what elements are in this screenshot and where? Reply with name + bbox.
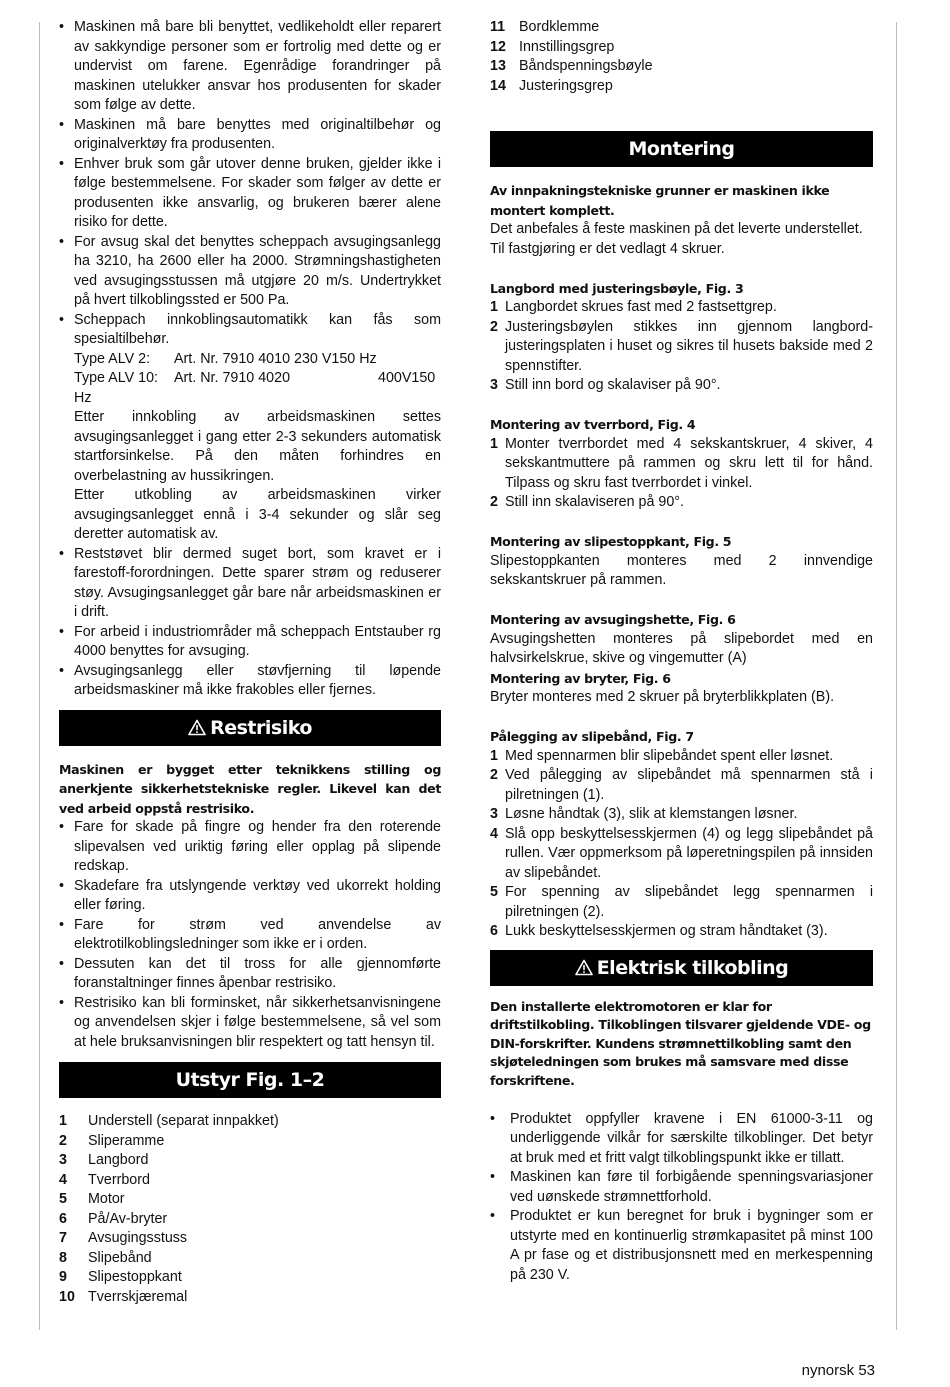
step-number: 1 xyxy=(490,299,498,315)
numbered-list xyxy=(490,435,873,513)
type-row-alv10 xyxy=(74,369,441,389)
heading-text: Utstyr Fig. 1–2 xyxy=(175,1069,325,1091)
list-item xyxy=(490,766,873,805)
item-number: 11 xyxy=(490,19,506,35)
item-text: Tverrbord xyxy=(88,1171,150,1188)
item-number: 7 xyxy=(59,1230,67,1246)
item-text: Understell (separat innpakket) xyxy=(88,1113,279,1129)
list-item xyxy=(59,1268,441,1288)
paragraph: Slipestoppkanten monteres med 2 innvendige sekskantskruer på rammen. xyxy=(490,552,873,588)
list-item xyxy=(59,1249,441,1269)
item-number: 3 xyxy=(59,1152,67,1168)
subheading: Montering av avsugingshette, Fig. 6 xyxy=(490,612,736,627)
restrisiko-bullet-list xyxy=(59,818,441,1052)
right-column xyxy=(490,18,873,1285)
scheppach-text: • Scheppach innkoblingsautomatikk kan fås som spesialtilbehør. xyxy=(74,311,441,347)
item-text: Innstillingsgrep xyxy=(519,38,615,55)
list-item: • Maskinen må bare bli benyttet, vedlikeholdt eller reparert av sakkyndige personer som er fortrolig med dette og er undervist om farene. Egenrådige forandringer på maskinen utelukker ansvar hos produsenten for skader som følge av dette. xyxy=(59,18,441,116)
type-label: Type ALV 10: xyxy=(74,370,158,386)
item-number: 13 xyxy=(490,58,506,74)
list-item xyxy=(490,18,873,38)
list-item: • Enhver bruk som går utover denne bruken, gjelder ikke i følge bestemmelsene. For skader som følger av dette er produsenten ikke ansvarlig, og brukeren bærer alene risiko for dette. xyxy=(59,155,441,233)
type-label: Type ALV 2: xyxy=(74,350,151,367)
type-value: Art. Nr. 7910 4020 xyxy=(174,370,291,386)
list-item xyxy=(490,38,873,58)
list-item xyxy=(59,1288,441,1308)
elektrisk-bullet-list xyxy=(490,1110,873,1286)
item-number: 10 xyxy=(59,1288,75,1305)
scheppach-para: Etter innkobling av arbeidsmaskinen settes avsugingsanlegget i gang etter 2-3 sekunders automatisk startforsinkelse. På den måten forhindres en overbelastning av hussikringen. xyxy=(74,409,441,484)
list-item xyxy=(59,1229,441,1249)
list-item: • For arbeid i industriområder må scheppach Entstauber rg 4000 benyttes for avsuging. xyxy=(59,623,441,662)
paragraph: Til fastgjøring er det vedlagt 4 skruer. xyxy=(490,240,725,257)
parts-list xyxy=(59,1112,441,1307)
item-text: På/Av-bryter xyxy=(88,1210,168,1227)
subheading: Montering av tverrbord, Fig. 4 xyxy=(490,417,696,432)
list-item xyxy=(490,435,873,494)
list-item xyxy=(490,805,873,825)
section-heading-montering xyxy=(490,131,873,167)
subheading: Pålegging av slipebånd, Fig. 7 xyxy=(490,729,694,744)
left-column xyxy=(59,18,441,1307)
step-text: Justeringsbøylen stikkes inn gjennom langbord-justeringsplaten i huset og sikres til husets bakside med 2 spennstifter. xyxy=(505,318,873,374)
montering-lead: Av innpakningstekniske grunner er maskinen ikke montert komplett. xyxy=(490,183,830,218)
item-text: Tverrskjæremal xyxy=(88,1288,188,1305)
list-item xyxy=(490,922,873,942)
list-item: • For avsug skal det benyttes scheppach avsugingsanlegg ha 3210, ha 2600 eller ha 2000. Strømningshastigheten ved avsugingsstussen må utgjøre 20 m/s. Undertrykket på hvert tilkoblingssted er 500 Pa. xyxy=(59,233,441,311)
section-heading-utstyr xyxy=(59,1062,441,1098)
list-item: • Maskinen må bare benyttes med originaltilbehør og originalverktøy fra produsenten. xyxy=(59,116,441,155)
step-number: 3 xyxy=(490,806,498,822)
type-voltage: 400V150 xyxy=(378,370,436,386)
list-item xyxy=(59,1112,441,1132)
list-item: • Skadefare fra utslyngende verktøy ved ukorrekt holding eller føring. xyxy=(59,877,441,916)
step-text: Still inn skalaviseren på 90°. xyxy=(505,494,684,510)
item-text: Sliperamme xyxy=(88,1132,165,1149)
item-number: 12 xyxy=(490,38,506,55)
subheading: Langbord med justeringsbøyle, Fig. 3 xyxy=(490,280,744,296)
list-item: • Restrisiko kan bli forminsket, når sikkerhetsanvisningene og anvendelsen skjer i følge bestemmelsene, så vel som at hele bruksanvisningen blir respektert og tatt hensyn til. xyxy=(59,994,441,1053)
item-number: 8 xyxy=(59,1249,67,1266)
step-text: Still inn bord og skalaviser på 90°. xyxy=(505,377,721,393)
item-number: 14 xyxy=(490,77,506,94)
numbered-list xyxy=(490,298,873,396)
step-text: Lukk beskyttelsesskjermen og stram håndtaket (3). xyxy=(505,923,828,939)
step-number: 3 xyxy=(490,377,498,393)
list-item: • Maskinen kan føre til forbigående spenningsvariasjoner ved uønskede strømnettforhold. xyxy=(490,1168,873,1207)
section-heading-elektrisk xyxy=(490,950,873,986)
warning-icon xyxy=(575,959,593,976)
item-text: Slipestoppkant xyxy=(88,1269,182,1285)
list-item xyxy=(490,376,873,396)
step-text: Monter tverrbordet med 4 sekskantskruer, 4 skiver, 4 sekskantmuttere på rammen og skru lett til for hånd. Tilpass og skru fast tverrbordet i vinkel. xyxy=(505,435,873,491)
item-text: Båndspenningsbøyle xyxy=(519,58,653,74)
elektrisk-lead: Den installerte elektromotoren er klar for driftstilkobling. Tilkoblingen tilsvarer gjeldende VDE- og DIN-forskrifter. Kundens strømnettilkobling samt den skjøteledningen som brukes må samsvare med disse forskriftene. xyxy=(490,998,871,1088)
item-number: 5 xyxy=(59,1191,67,1207)
step-text: Med spennarmen blir slipebåndet spent eller løsnet. xyxy=(505,747,834,764)
type-value: Art. Nr. 7910 4010 230 V150 Hz xyxy=(174,350,377,367)
list-item xyxy=(490,747,873,767)
parts-list-continued xyxy=(490,18,873,96)
step-number: 2 xyxy=(490,494,498,510)
right-margin-rule xyxy=(896,22,897,1330)
step-text: Løsne håndtak (3), slik at klemstangen løsner. xyxy=(505,806,798,822)
item-number: 2 xyxy=(59,1132,67,1149)
list-item: • Produktet er kun beregnet for bruk i bygninger som er utstyrte med en kontinuerlig strømkapasitet på minst 100 A pr fase og et distribusjonsnett med en merkespenning på 230 V. xyxy=(490,1207,873,1285)
list-item: • Avsugingsanlegg eller støvfjerning til løpende arbeidsmaskiner må ikke frakobles eller fjernes. xyxy=(59,662,441,701)
item-text: Justeringsgrep xyxy=(519,77,613,94)
item-number: 4 xyxy=(59,1171,67,1188)
type-hz: Hz xyxy=(74,389,92,406)
item-number: 9 xyxy=(59,1269,67,1285)
list-item: • Fare for strøm ved anvendelse av elektrotilkoblingsledninger som ikke er i orden. xyxy=(59,916,441,955)
paragraph: Bryter monteres med 2 skruer på bryterblikkplaten (B). xyxy=(490,689,835,705)
step-number: 1 xyxy=(490,435,498,452)
step-number: 2 xyxy=(490,318,498,335)
paragraph: Avsugingshetten monteres på slipebordet med en halvsirkelskrue, skive og vingemutter (A) xyxy=(490,630,873,666)
list-item xyxy=(490,493,873,513)
step-number: 2 xyxy=(490,767,498,783)
list-item xyxy=(59,1132,441,1152)
item-text: Avsugingsstuss xyxy=(88,1230,188,1246)
step-number: 6 xyxy=(490,923,498,939)
item-text: Langbord xyxy=(88,1152,149,1168)
heading-text: Restrisiko xyxy=(210,716,312,739)
step-number: 5 xyxy=(490,884,498,900)
list-item xyxy=(59,1151,441,1171)
list-item: • Dessuten kan det til tross for alle gjennomførte foranstaltninger finnes åpenbar restrisiko. xyxy=(59,955,441,994)
item-text: Motor xyxy=(88,1191,125,1207)
list-item xyxy=(490,77,873,97)
item-text: Bordklemme xyxy=(519,19,600,35)
list-item: • Produktet oppfyller kravene i EN 61000-3-11 og underliggende vilkår for særskilte tilkoblinger. Det betyr at bruk med et fritt valgt tilkoblingspunkt ikke er tillatt. xyxy=(490,1110,873,1169)
list-item xyxy=(59,1210,441,1230)
item-number: 1 xyxy=(59,1113,67,1129)
type-row-alv2 xyxy=(74,350,441,370)
paragraph: Det anbefales å feste maskinen på det leverte understellet. xyxy=(490,221,863,237)
step-text: Slå opp beskyttelsesskjermen (4) og legg slipebåndet på rullen. Vær oppmerksom på løperetningspilen på innsiden av slipebåndet. xyxy=(505,825,873,881)
left-margin-rule xyxy=(39,22,40,1330)
page-footer: nynorsk 53 xyxy=(801,1362,875,1379)
item-number: 6 xyxy=(59,1210,67,1227)
warning-icon xyxy=(188,719,206,736)
list-item xyxy=(490,298,873,318)
subheading: Montering av bryter, Fig. 6 xyxy=(490,670,671,686)
numbered-list xyxy=(490,747,873,942)
intro-bullet-list xyxy=(59,18,441,701)
list-item-scheppach xyxy=(59,311,441,545)
list-item xyxy=(490,318,873,377)
subheading: Montering av slipestoppkant, Fig. 5 xyxy=(490,534,732,549)
heading-text: Elektrisk tilkobling xyxy=(596,956,789,979)
heading-text: Montering xyxy=(628,138,735,160)
item-text: Slipebånd xyxy=(88,1249,152,1266)
step-number: 1 xyxy=(490,747,498,764)
step-number: 4 xyxy=(490,825,498,842)
list-item xyxy=(490,883,873,922)
scheppach-para: Etter utkobling av arbeidsmaskinen virker avsugingsanlegget ennå i 3-4 sekunder og slår seg deretter automatisk av. xyxy=(74,487,441,542)
restrisiko-lead: Maskinen er bygget etter teknikkens stilling og anerkjente sikkerhetstekniske regler. Likevel kan det ved arbeid oppstå restrisiko. xyxy=(59,761,441,816)
list-item: • Fare for skade på fingre og hender fra den roterende slipevalsen ved uriktig føring eller opplag på slipende redskap. xyxy=(59,818,441,877)
step-text: Langbordet skrues fast med 2 fastsettgrep. xyxy=(505,299,777,315)
section-heading-restrisiko xyxy=(59,710,441,746)
list-item xyxy=(59,1190,441,1210)
list-item: • Reststøvet blir dermed suget bort, som kravet er i farestoff-forordningen. Dette sparer strøm og reduserer støy. Avsugingsanlegget går bare når arbeidsmaskinen er i drift. xyxy=(59,545,441,623)
list-item xyxy=(59,1171,441,1191)
step-text: Ved pålegging av slipebåndet må spennarmen stå i pilretningen (1). xyxy=(505,767,873,803)
list-item xyxy=(490,825,873,884)
step-text: For spenning av slipebåndet legg spennarmen i pilretningen (2). xyxy=(505,884,873,920)
list-item xyxy=(490,57,873,77)
